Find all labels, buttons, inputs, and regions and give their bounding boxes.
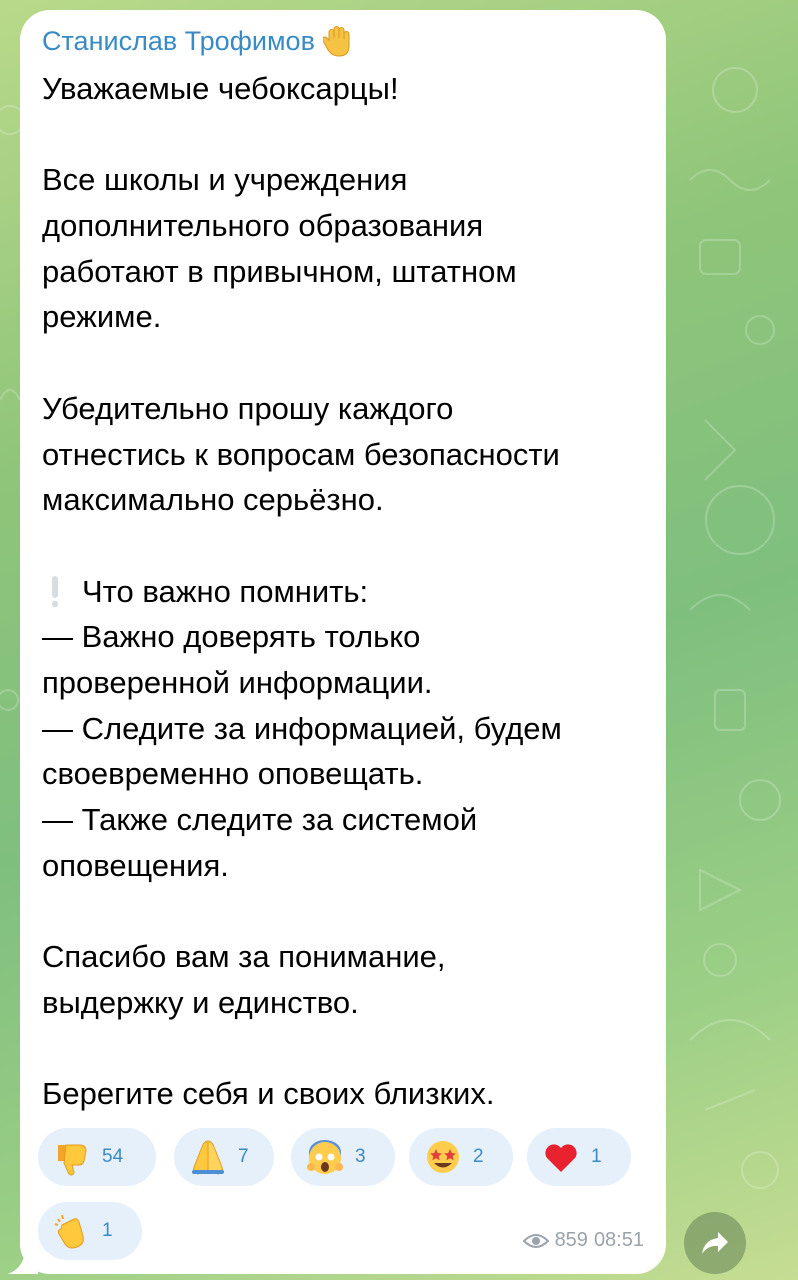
message-line — [42, 203, 652, 249]
message-line-text: Спасибо вам за понимание, — [42, 939, 446, 975]
reaction-red-heart[interactable] — [527, 1128, 631, 1186]
message-line — [42, 706, 652, 752]
message-line-text: — Важно доверять только — [42, 619, 421, 655]
message-bubble[interactable] — [20, 10, 666, 1274]
reaction-clapping-hands[interactable] — [38, 1202, 142, 1260]
message-line — [42, 66, 652, 112]
message-blank-line — [42, 112, 652, 158]
message-line-text: режиме. — [42, 299, 162, 335]
message-line — [42, 843, 652, 889]
message-line — [42, 797, 652, 843]
message-blank-line — [42, 523, 652, 569]
message-line — [42, 157, 652, 203]
message-line-text: оповещения. — [42, 847, 229, 883]
message-meta — [523, 1229, 644, 1252]
message-line-text: проверенной информации. — [42, 664, 433, 700]
message-line — [42, 1071, 652, 1117]
sender-name-text: Станислав Трофимов — [42, 25, 315, 56]
message-line — [42, 432, 652, 478]
message-line — [42, 386, 652, 432]
view-count: 859 — [554, 1229, 588, 1251]
message-line-text: Берегите себя и своих близких. — [42, 1076, 495, 1112]
message-line — [42, 249, 652, 295]
message-line — [42, 980, 652, 1026]
message-time: 08:51 — [593, 1229, 644, 1251]
reaction-count: 7 — [238, 1146, 249, 1167]
reaction-folded-hands[interactable] — [174, 1128, 274, 1186]
screaming-face-icon — [305, 1137, 345, 1177]
bubble-tail — [8, 1248, 38, 1274]
message-line — [42, 934, 652, 980]
reaction-count: 1 — [591, 1146, 602, 1167]
message-line — [42, 751, 652, 797]
red-heart-icon — [541, 1137, 581, 1177]
message-line — [42, 569, 652, 615]
message-line — [42, 660, 652, 706]
reaction-star-struck[interactable] — [409, 1128, 513, 1186]
message-line-text: отнестись к вопросам безопасности — [42, 436, 560, 472]
sender-name[interactable] — [42, 24, 353, 58]
reaction-count: 3 — [355, 1146, 366, 1167]
reaction-count: 54 — [102, 1146, 124, 1167]
message-line-text: своевременно оповещать. — [42, 756, 424, 792]
message-blank-line — [42, 888, 652, 934]
reaction-count: 1 — [102, 1220, 113, 1241]
clapping-hands-icon — [52, 1211, 92, 1251]
message-line-text: Убедительно прошу каждого — [42, 390, 454, 426]
message-text — [42, 66, 652, 1117]
message-line — [42, 477, 652, 523]
eye-icon — [523, 1232, 549, 1250]
folded-hands-icon — [188, 1137, 228, 1177]
exclamation-icon — [50, 574, 60, 608]
message-line-text: Что важно помнить: — [82, 573, 369, 609]
reaction-count: 2 — [473, 1146, 484, 1167]
message-line-text: Все школы и учреждения — [42, 162, 408, 198]
star-struck-icon — [423, 1137, 463, 1177]
message-line-text: — Также следите за системой — [42, 802, 478, 837]
message-line — [42, 294, 652, 340]
message-line-text: Уважаемые чебоксарцы! — [42, 71, 399, 106]
share-arrow-icon — [700, 1230, 730, 1256]
message-line-text: выдержку и единство. — [42, 984, 359, 1020]
reaction-screaming-face[interactable] — [291, 1128, 395, 1186]
reaction-thumbs-down[interactable] — [38, 1128, 156, 1186]
raised-hand-icon — [323, 24, 353, 58]
thumbs-down-icon — [52, 1137, 92, 1177]
share-button[interactable] — [684, 1212, 746, 1274]
message-line-text: максимально серьёзно. — [42, 482, 384, 518]
message-blank-line — [42, 1025, 652, 1071]
message-line-text: — Следите за информацией, будем — [42, 710, 562, 746]
message-line — [42, 614, 652, 660]
message-blank-line — [42, 340, 652, 386]
message-line-text: работают в привычном, штатном — [42, 253, 517, 289]
message-line-text: дополнительного образования — [42, 208, 484, 244]
